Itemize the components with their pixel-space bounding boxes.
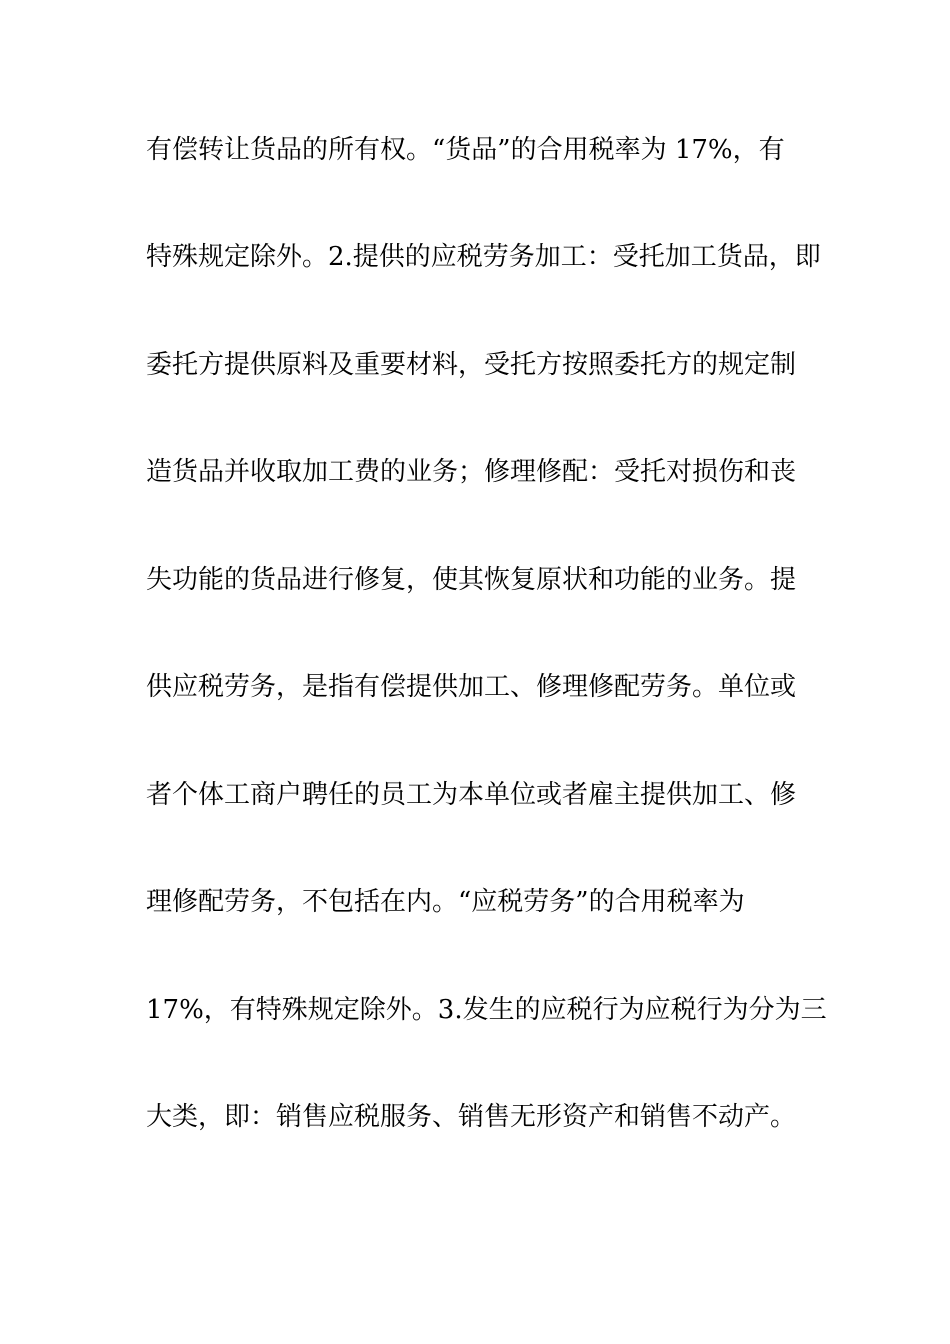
text-line-1: 有偿转让货品的所有权。“货品”的合用税率为 17%，有 [146,135,785,165]
text-line-6: 供应税劳务，是指有偿提供加工、修理修配劳务。单位或 [146,672,797,702]
text-line-8: 理修配劳务，不包括在内。“应税劳务”的合用税率为 [146,887,745,917]
text-line-5: 失功能的货品进行修复，使其恢复原状和功能的业务。提 [146,565,797,595]
text-line-7: 者个体工商户聘任的员工为本单位或者雇主提供加工、修 [146,780,797,810]
text-line-9: 17%，有特殊规定除外。3.发生的应税行为应税行为分为三 [146,995,827,1025]
text-line-3: 委托方提供原料及重要材料，受托方按照委托方的规定制 [146,350,797,380]
text-line-2: 特殊规定除外。2.提供的应税劳务加工：受托加工货品，即 [146,242,821,272]
text-line-10: 大类，即：销售应税服务、销售无形资产和销售不动产。 [146,1102,797,1132]
text-line-4: 造货品并收取加工费的业务；修理修配：受托对损伤和丧 [146,457,797,487]
